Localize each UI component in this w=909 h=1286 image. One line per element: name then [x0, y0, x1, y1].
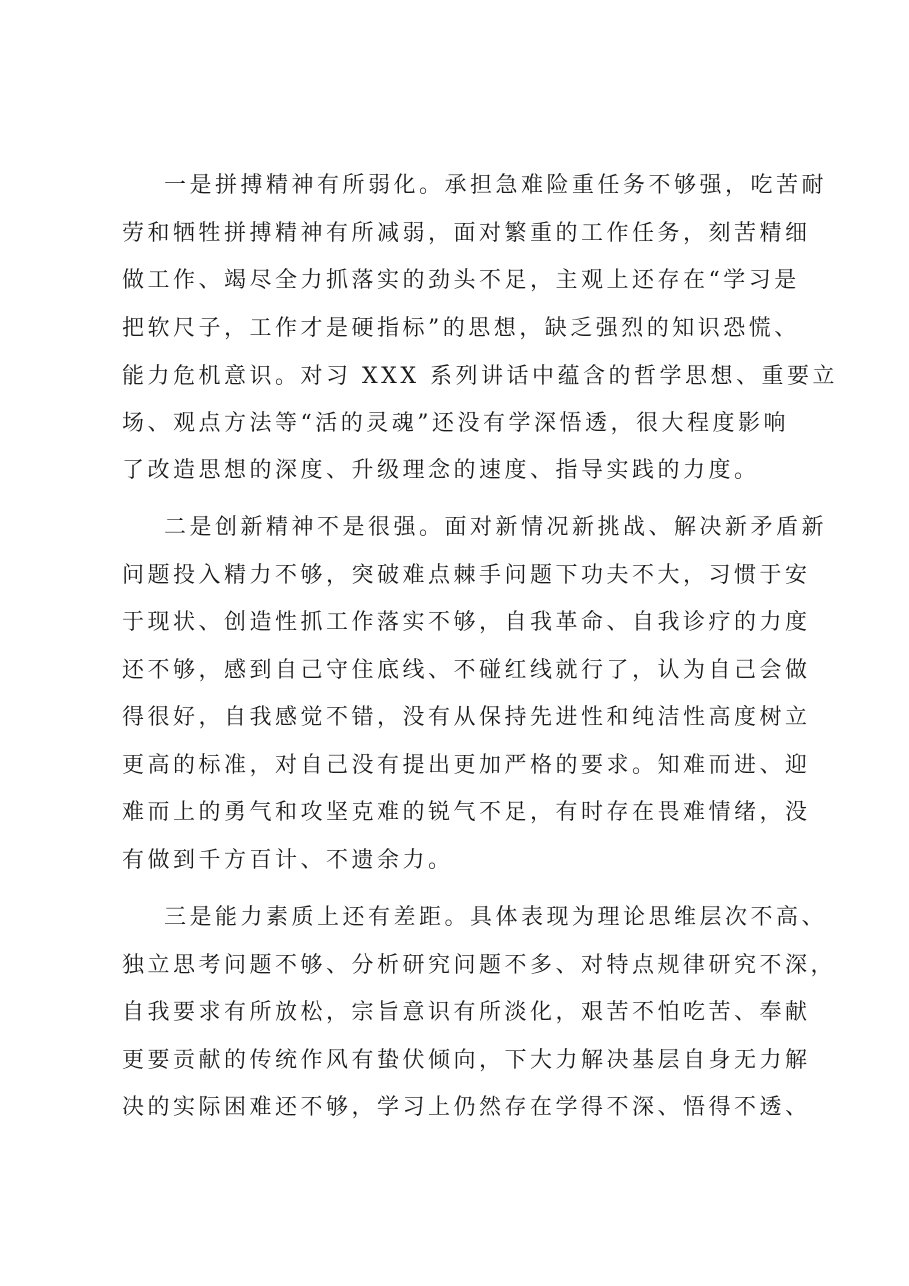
paragraph-1-line-5: 能力危机意识。对习 XXX 系列讲话中蕴含的哲学思想、重要立 [122, 364, 838, 389]
paragraph-2-line-1: 二是创新精神不是很强。面对新情况新挑战、解决新矛盾新 [164, 515, 828, 540]
paragraph-1-line-7: 了改造思想的深度、升级理念的速度、指导实践的力度。 [122, 458, 760, 483]
paragraph-2-line-3: 于现状、创造性抓工作落实不够，自我革命、自我诊疗的力度 [122, 610, 811, 635]
paragraph-1-line-2: 劳和牺牲拼搏精神有所减弱，面对繁重的工作任务，刻苦精细 [122, 221, 811, 246]
paragraph-2-line-2: 问题投入精力不够，突破难点棘手问题下功夫不大，习惯于安 [122, 563, 811, 588]
paragraph-3-line-4: 更要贡献的传统作风有蛰伏倾向，下大力解决基层自身无力解 [122, 1048, 811, 1073]
paragraph-2-line-8: 有做到千方百计、不遗余力。 [122, 848, 454, 873]
paragraph-1-line-1: 一是拼搏精神有所弱化。承担急难险重任务不够强，吃苦耐 [164, 173, 828, 198]
paragraph-1-line-3: 做工作、竭尽全力抓落实的劲头不足，主观上还存在“学习是 [122, 268, 800, 293]
paragraph-1-line-6: 场、观点方法等“活的灵魂”还没有学深悟透，很大程度影响 [122, 411, 789, 436]
paragraph-3-line-3: 自我要求有所放松，宗旨意识有所淡化，艰苦不怕吃苦、奉献 [122, 1000, 811, 1025]
paragraph-3-line-5: 决的实际困难还不够，学习上仍然存在学得不深、悟得不透、 [122, 1095, 811, 1120]
paragraph-3-line-2: 独立思考问题不够、分析研究问题不多、对特点规律研究不深， [122, 953, 837, 978]
paragraph-2-line-5: 得很好，自我感觉不错，没有从保持先进性和纯洁性高度树立 [122, 705, 811, 730]
paragraph-2-line-4: 还不够，感到自己守住底线、不碰红线就行了，认为自己会做 [122, 658, 811, 683]
paragraph-2-line-6: 更高的标准，对自己没有提出更加严格的要求。知难而进、迎 [122, 753, 811, 778]
paragraph-1-line-4: 把软尺子，工作才是硬指标”的思想，缺乏强烈的知识恐慌、 [122, 316, 800, 341]
paragraph-2-line-7: 难而上的勇气和攻坚克难的锐气不足，有时存在畏难情绪，没 [122, 800, 811, 825]
paragraph-3-line-1: 三是能力素质上还有差距。具体表现为理论思维层次不高、 [164, 905, 828, 930]
